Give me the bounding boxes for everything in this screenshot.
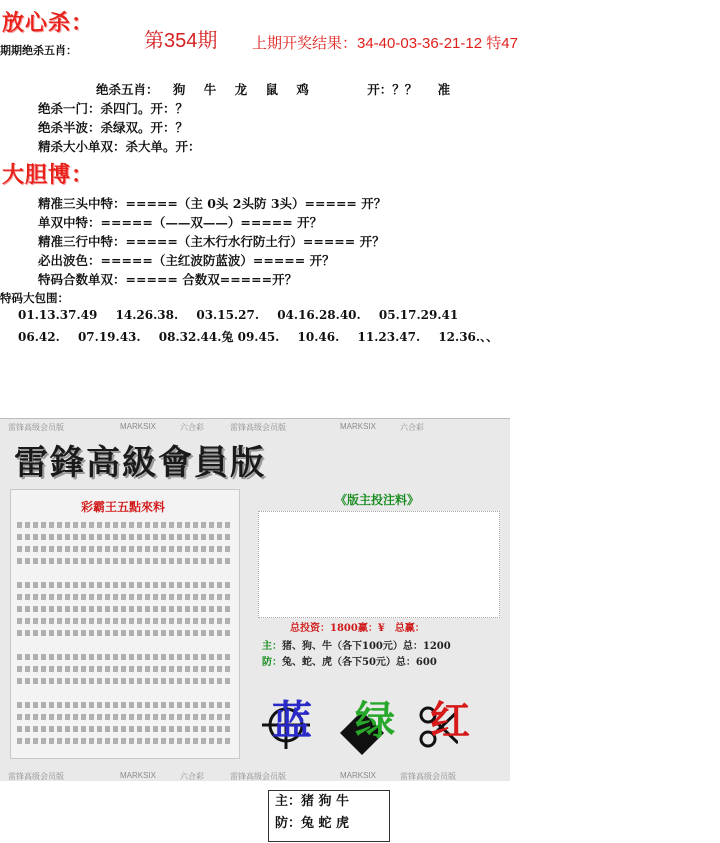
kill-size: 精杀大小单双：杀大单。开： <box>38 139 201 154</box>
bold-line: 精准三头中特：=====（主 0头 2头防 3头）===== 开？ <box>38 196 387 211</box>
bet-guard-line <box>262 653 437 668</box>
panel-text-block <box>17 666 233 672</box>
panel-text-block <box>17 606 233 612</box>
panel-text-block <box>17 738 233 744</box>
numbers-row-1 <box>18 308 472 322</box>
number-group: 12.36.、、 <box>438 330 499 344</box>
kill-zodiac: 牛 <box>203 82 217 97</box>
panel-text-block <box>17 702 233 708</box>
watermark: MARKSIX <box>120 771 157 780</box>
panel-text-block <box>17 618 233 624</box>
bold-line: 特码合数单双：===== 合数双=====开？ <box>38 272 298 287</box>
bold-line: 单双中特：=====（——双——）===== 开？ <box>38 215 323 230</box>
bet-guard-text: 兔、蛇、虎（各下50元）总：600 <box>282 657 437 668</box>
number-group: 14.26.38. <box>115 308 179 322</box>
watermark: 雷锋高级会员版 <box>230 772 286 781</box>
kill-five-label: 绝杀五肖： <box>96 82 159 97</box>
total-bet: 总投资：1800赢：¥ 总赢： <box>290 623 425 634</box>
number-group: 07.19.43. <box>77 330 141 344</box>
number-group: 11.23.47. <box>357 330 421 344</box>
kill-gate: 绝杀一门：杀四门。开：？ <box>38 101 189 116</box>
heading-bold-bet: 大胆博： <box>2 162 95 188</box>
left-panel <box>10 489 240 759</box>
watermark: MARKSIX <box>340 422 377 431</box>
number-group: 08.32.44.兔 09.45. <box>158 330 280 344</box>
kill-zodiac: 鼠 <box>265 82 279 97</box>
kill-zodiac: 狗 <box>172 82 186 97</box>
kill-five-open: 开：？？ <box>367 82 418 97</box>
summary-box <box>268 790 390 842</box>
watermark: MARKSIX <box>120 422 157 431</box>
number-group: 03.15.27. <box>196 308 259 322</box>
bet-guard-label: 防： <box>262 657 282 668</box>
watermark: 雷锋高级会员版 <box>8 423 64 432</box>
kill-zodiac: 鸡 <box>296 82 309 97</box>
panel-text-block <box>17 678 233 684</box>
watermark: 雷锋高级会员版 <box>400 772 456 781</box>
watermark: 雷锋高级会员版 <box>8 772 64 781</box>
number-group: 04.16.28.40. <box>277 308 361 322</box>
period-number: 第354期 <box>144 30 218 52</box>
member-title: 雷鋒高級會員版 <box>14 443 266 483</box>
wave-red-char: 红 <box>430 697 470 744</box>
kill-wave: 绝杀半波：杀绿双。开：？ <box>38 120 189 135</box>
kill-five-tail: 准 <box>437 82 451 97</box>
right-panel-box <box>258 511 500 618</box>
panel-text-block <box>17 582 233 588</box>
panel-text-block <box>17 546 233 552</box>
panel-text-block <box>17 654 233 660</box>
number-group: 01.13.37.49 <box>18 308 98 322</box>
sub-label: 期期绝杀五肖： <box>0 44 77 57</box>
bold-line: 精准三行中特：=====（主木行水行防土行）===== 开？ <box>38 234 385 249</box>
bet-main-line <box>262 637 451 652</box>
numbers-label: 特码大包围： <box>0 291 69 305</box>
panel-text-block <box>17 726 233 732</box>
kill-five-row <box>96 80 450 98</box>
watermark: 六合彩 <box>400 423 424 432</box>
last-result: 上期开奖结果：34-40-03-36-21-12 特47 <box>252 35 518 52</box>
kill-zodiac: 龙 <box>234 82 248 97</box>
left-panel-title: 彩霸王五點來料 <box>81 500 166 514</box>
number-group: 10.46. <box>297 330 340 344</box>
wave-blue-char: 蓝 <box>272 697 312 744</box>
bet-main-label: 主： <box>262 641 282 652</box>
panel-text-block <box>17 522 233 528</box>
summary-guard: 防：兔 蛇 虎 <box>275 816 350 831</box>
summary-main: 主：猪 狗 牛 <box>275 794 350 809</box>
watermark: 六合彩 <box>180 423 204 432</box>
bold-line: 必出波色：=====（主红波防蓝波）===== 开？ <box>38 253 335 268</box>
right-panel-title: 《版主投注料》 <box>335 493 420 507</box>
watermark: 六合彩 <box>180 772 204 781</box>
heading-safe-kill: 放心杀： <box>2 10 95 36</box>
panel-text-block <box>17 558 233 564</box>
panel-text-block <box>17 594 233 600</box>
panel-text-block <box>17 534 233 540</box>
bet-main-text: 猪、狗、牛（各下100元）总：1200 <box>282 641 451 652</box>
member-image <box>0 418 510 781</box>
number-group: 05.17.29.41 <box>378 308 459 322</box>
watermark: 雷锋高级会员版 <box>230 423 286 432</box>
watermark: MARKSIX <box>340 771 377 780</box>
number-group: 06.42. <box>18 330 60 344</box>
wave-green-char: 绿 <box>355 697 395 744</box>
panel-text-block <box>17 714 233 720</box>
numbers-row-2 <box>18 328 512 345</box>
panel-text-block <box>17 630 233 636</box>
